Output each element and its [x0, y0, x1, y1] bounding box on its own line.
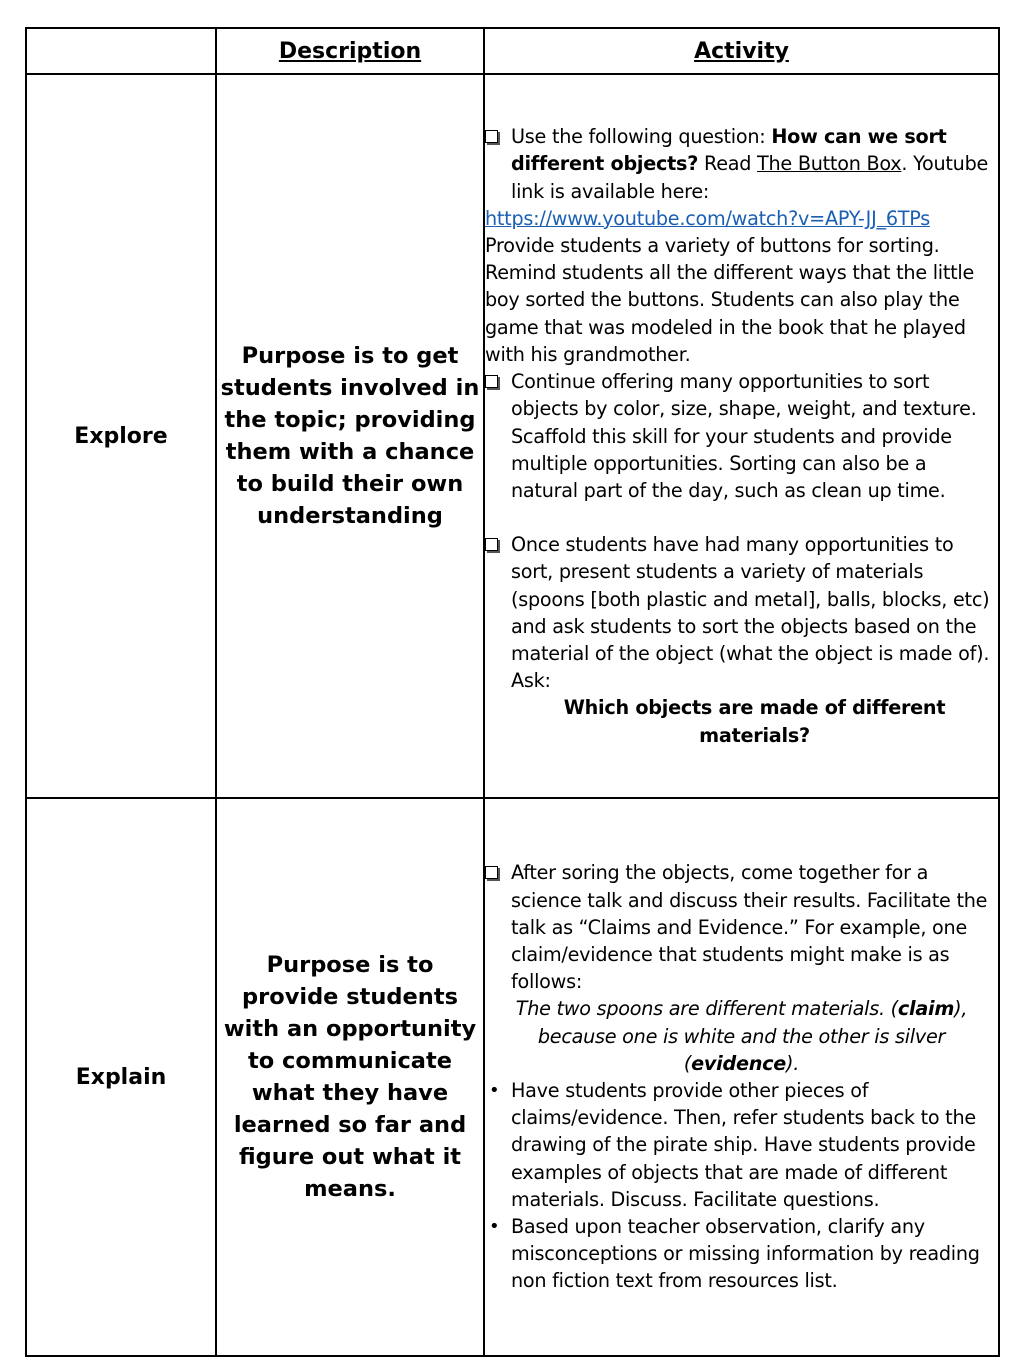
explore-item-1: [485, 123, 998, 205]
example-text: ), because one is white and the other is silver (: [537, 997, 968, 1075]
explain-bullet-2: [485, 1213, 998, 1295]
header-description: Description: [216, 28, 484, 74]
spacer: [485, 504, 998, 531]
item-text: Read: [698, 152, 758, 176]
explore-stage: Explore: [26, 74, 216, 798]
explain-row: [26, 798, 999, 1356]
header-blank: [26, 28, 216, 74]
checkbox-icon: [485, 538, 498, 551]
materials-question: Which objects are made of different materials?: [563, 696, 946, 747]
header-activity: Activity: [484, 28, 999, 74]
item-text: Have students provide other pieces of claims/evidence. Then, refer students back to the drawing of the pirate ship. Have students provide examples of objects that are made of different materials. Discuss. Facilitate questions.: [511, 1079, 976, 1211]
claim-word: claim: [897, 997, 955, 1021]
explain-purpose: Purpose is to provide students with an opportunity to communicate what they have learned so far and figure out what it means.: [216, 798, 484, 1356]
explain-activity: [484, 798, 999, 1356]
item-text: After soring the objects, come together for a science talk and discuss their results. Facilitate the talk as “Claims and Evidence.” For example, one claim/evidence that students might make is as follows:: [511, 861, 988, 994]
checkbox-icon: [485, 866, 498, 879]
checkbox-icon: [485, 130, 498, 143]
bullet-icon: •: [489, 1216, 500, 1238]
bullet-icon: •: [489, 1080, 500, 1101]
explore-row: [26, 74, 999, 798]
example-text: The two spoons are different materials. (: [515, 997, 898, 1021]
explore-item-3: [485, 531, 998, 749]
explain-bullet-1: [485, 1077, 998, 1213]
item-text: Use the following question:: [511, 125, 772, 149]
explore-paragraph: Provide students a variety of buttons for sorting. Remind students all the different ways that the little boy sorted the buttons. Students can also play the game that was modeled in the book that he played with his grandmother.: [485, 234, 975, 366]
claim-example: [485, 995, 998, 1077]
item-text: Continue offering many opportunities to sort objects by color, size, shape, weight, and texture. Scaffold this skill for your students and provide multiple opportunities. Sorting can also be a natural part of the day, such as clean up time.: [511, 370, 977, 502]
book-title: The Button Box: [757, 152, 902, 176]
explore-purpose: Purpose is to get students involved in the topic; providing them with a chance to build their own understanding: [216, 74, 484, 798]
explore-activity: [484, 74, 999, 798]
explain-stage: Explain: [26, 798, 216, 1356]
item-text: Based upon teacher observation, clarify any misconceptions or missing information by reading non fiction text from resources list.: [511, 1215, 980, 1293]
explore-item-2: [485, 368, 998, 504]
example-text: ).: [786, 1051, 800, 1075]
item-text: Once students have had many opportunities to sort, present students a variety of materials (spoons [both plastic and metal], balls, blocks, etc) and ask students to sort the objects based on the material of the object (what the object is made of). Ask:: [511, 533, 990, 693]
youtube-link[interactable]: https://www.youtube.com/watch?v=APY-JJ_6TPs: [485, 206, 930, 230]
checkbox-icon: [485, 375, 498, 388]
youtube-link-line: [485, 205, 998, 232]
header-row: [26, 28, 999, 74]
explain-item-1: [485, 859, 998, 995]
evidence-word: evidence: [691, 1051, 787, 1075]
lesson-table: [25, 27, 1000, 1357]
guiding-question: How can we sort different objects?: [511, 125, 947, 176]
item-text: . Youtube link is available here:: [511, 152, 989, 203]
